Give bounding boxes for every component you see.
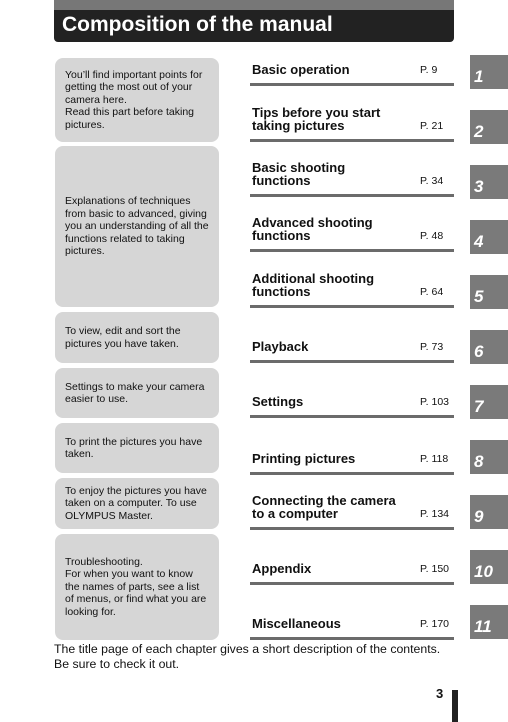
chapter-name: Printing pictures (252, 451, 356, 466)
description-box-basic: You’ll find important points for getting the most out of your camera here. Read this part before taking pictures. (55, 58, 219, 142)
description-box-shooting: Explanations of techniques from basic to advanced, giving you an understanding of all the functions related to taking pictures. (55, 146, 219, 307)
chapter-tab-number: 9 (474, 507, 484, 526)
chapter-rule (250, 249, 454, 252)
page-number-bar (452, 690, 458, 722)
chapter-name: Advanced shooting functions (252, 215, 373, 243)
chapter-name: Settings (252, 394, 304, 409)
chapter-name: Playback (252, 339, 309, 354)
description-box-computer: To enjoy the pictures you have taken on a computer. To use OLYMPUS Master. (55, 478, 219, 529)
chapter-name: Additional shooting functions (252, 271, 375, 299)
footnote-text: The title page of each chapter gives a short description of the contents. Be sure to check it out. (54, 642, 441, 671)
chapter-tab-6[interactable] (470, 330, 508, 364)
chapter-entry[interactable] (250, 545, 455, 585)
chapter-rule (250, 360, 454, 363)
chapter-tab-2[interactable] (470, 110, 508, 144)
header-top-rule (54, 0, 454, 10)
description-box-printing: To print the pictures you have taken. (55, 423, 219, 473)
chapter-tab-7[interactable] (470, 385, 508, 419)
chapter-rule (250, 83, 454, 86)
chapter-tab-8[interactable] (470, 440, 508, 474)
chapter-name: Appendix (252, 561, 312, 576)
chapter-rule (250, 637, 454, 640)
chapter-tab-number: 11 (474, 617, 492, 636)
chapter-entry[interactable] (250, 486, 455, 530)
page-title-bar (54, 10, 454, 42)
chapter-rule (250, 582, 454, 585)
chapter-tab-3[interactable] (470, 165, 508, 199)
chapter-page: P. 150 (420, 563, 450, 575)
chapter-page: P. 118 (420, 453, 449, 465)
chapter-name: Connecting the camera to a computer (252, 493, 396, 521)
chapter-tab-number: 1 (474, 67, 484, 86)
chapter-tab-1[interactable] (470, 55, 508, 89)
chapter-name: Basic shooting functions (252, 160, 346, 188)
chapter-tab-number: 7 (474, 397, 484, 416)
chapter-entry[interactable] (250, 100, 455, 142)
chapter-rule (250, 194, 454, 197)
chapter-entry[interactable] (250, 155, 455, 197)
chapter-entry[interactable] (250, 325, 455, 363)
chapter-entry[interactable] (250, 600, 455, 640)
chapter-tab-10[interactable] (470, 550, 508, 584)
page-number: 3 (436, 686, 444, 701)
chapter-page: P. 48 (420, 230, 444, 242)
description-box-playback: To view, edit and sort the pictures you have taken. (55, 312, 219, 363)
chapter-page: P. 103 (420, 396, 450, 408)
chapter-page: P. 9 (420, 64, 438, 76)
chapter-tab-number: 6 (474, 342, 484, 361)
description-box-settings: Settings to make your camera easier to use. (55, 368, 219, 418)
chapter-entry[interactable] (250, 55, 455, 86)
chapter-page: P. 34 (420, 175, 444, 187)
chapter-entry[interactable] (250, 210, 455, 252)
page-title: Composition of the manual (62, 13, 333, 36)
chapter-entry[interactable] (250, 437, 455, 475)
chapter-rule (250, 305, 454, 308)
chapter-tab-number: 2 (474, 122, 484, 141)
chapter-page: P. 73 (420, 341, 444, 353)
chapter-rule (250, 472, 454, 475)
chapter-page: P. 170 (420, 618, 450, 630)
chapter-rule (250, 527, 454, 530)
chapter-tab-number: 4 (474, 232, 484, 251)
chapter-page: P. 134 (420, 508, 450, 520)
chapter-tab-4[interactable] (470, 220, 508, 254)
chapter-tab-number: 3 (474, 177, 484, 196)
chapter-name: Tips before you start taking pictures (252, 105, 381, 133)
chapter-tab-5[interactable] (470, 275, 508, 309)
chapter-name: Miscellaneous (252, 616, 341, 631)
chapter-page: P. 64 (420, 286, 444, 298)
chapter-tab-9[interactable] (470, 495, 508, 529)
chapter-name: Basic operation (252, 62, 350, 77)
chapter-rule (250, 415, 454, 418)
chapter-tab-number: 5 (474, 287, 484, 306)
chapter-page: P. 21 (420, 120, 444, 132)
description-box-appendix: Troubleshooting. For when you want to know the names of parts, see a list of menus, or find what you are looking for. (55, 534, 219, 640)
chapter-tab-11[interactable] (470, 605, 508, 639)
chapter-tab-number: 10 (474, 562, 493, 581)
chapter-entry[interactable] (250, 265, 455, 308)
chapter-rule (250, 139, 454, 142)
chapter-entry[interactable] (250, 380, 455, 418)
chapter-tab-number: 8 (474, 452, 484, 471)
